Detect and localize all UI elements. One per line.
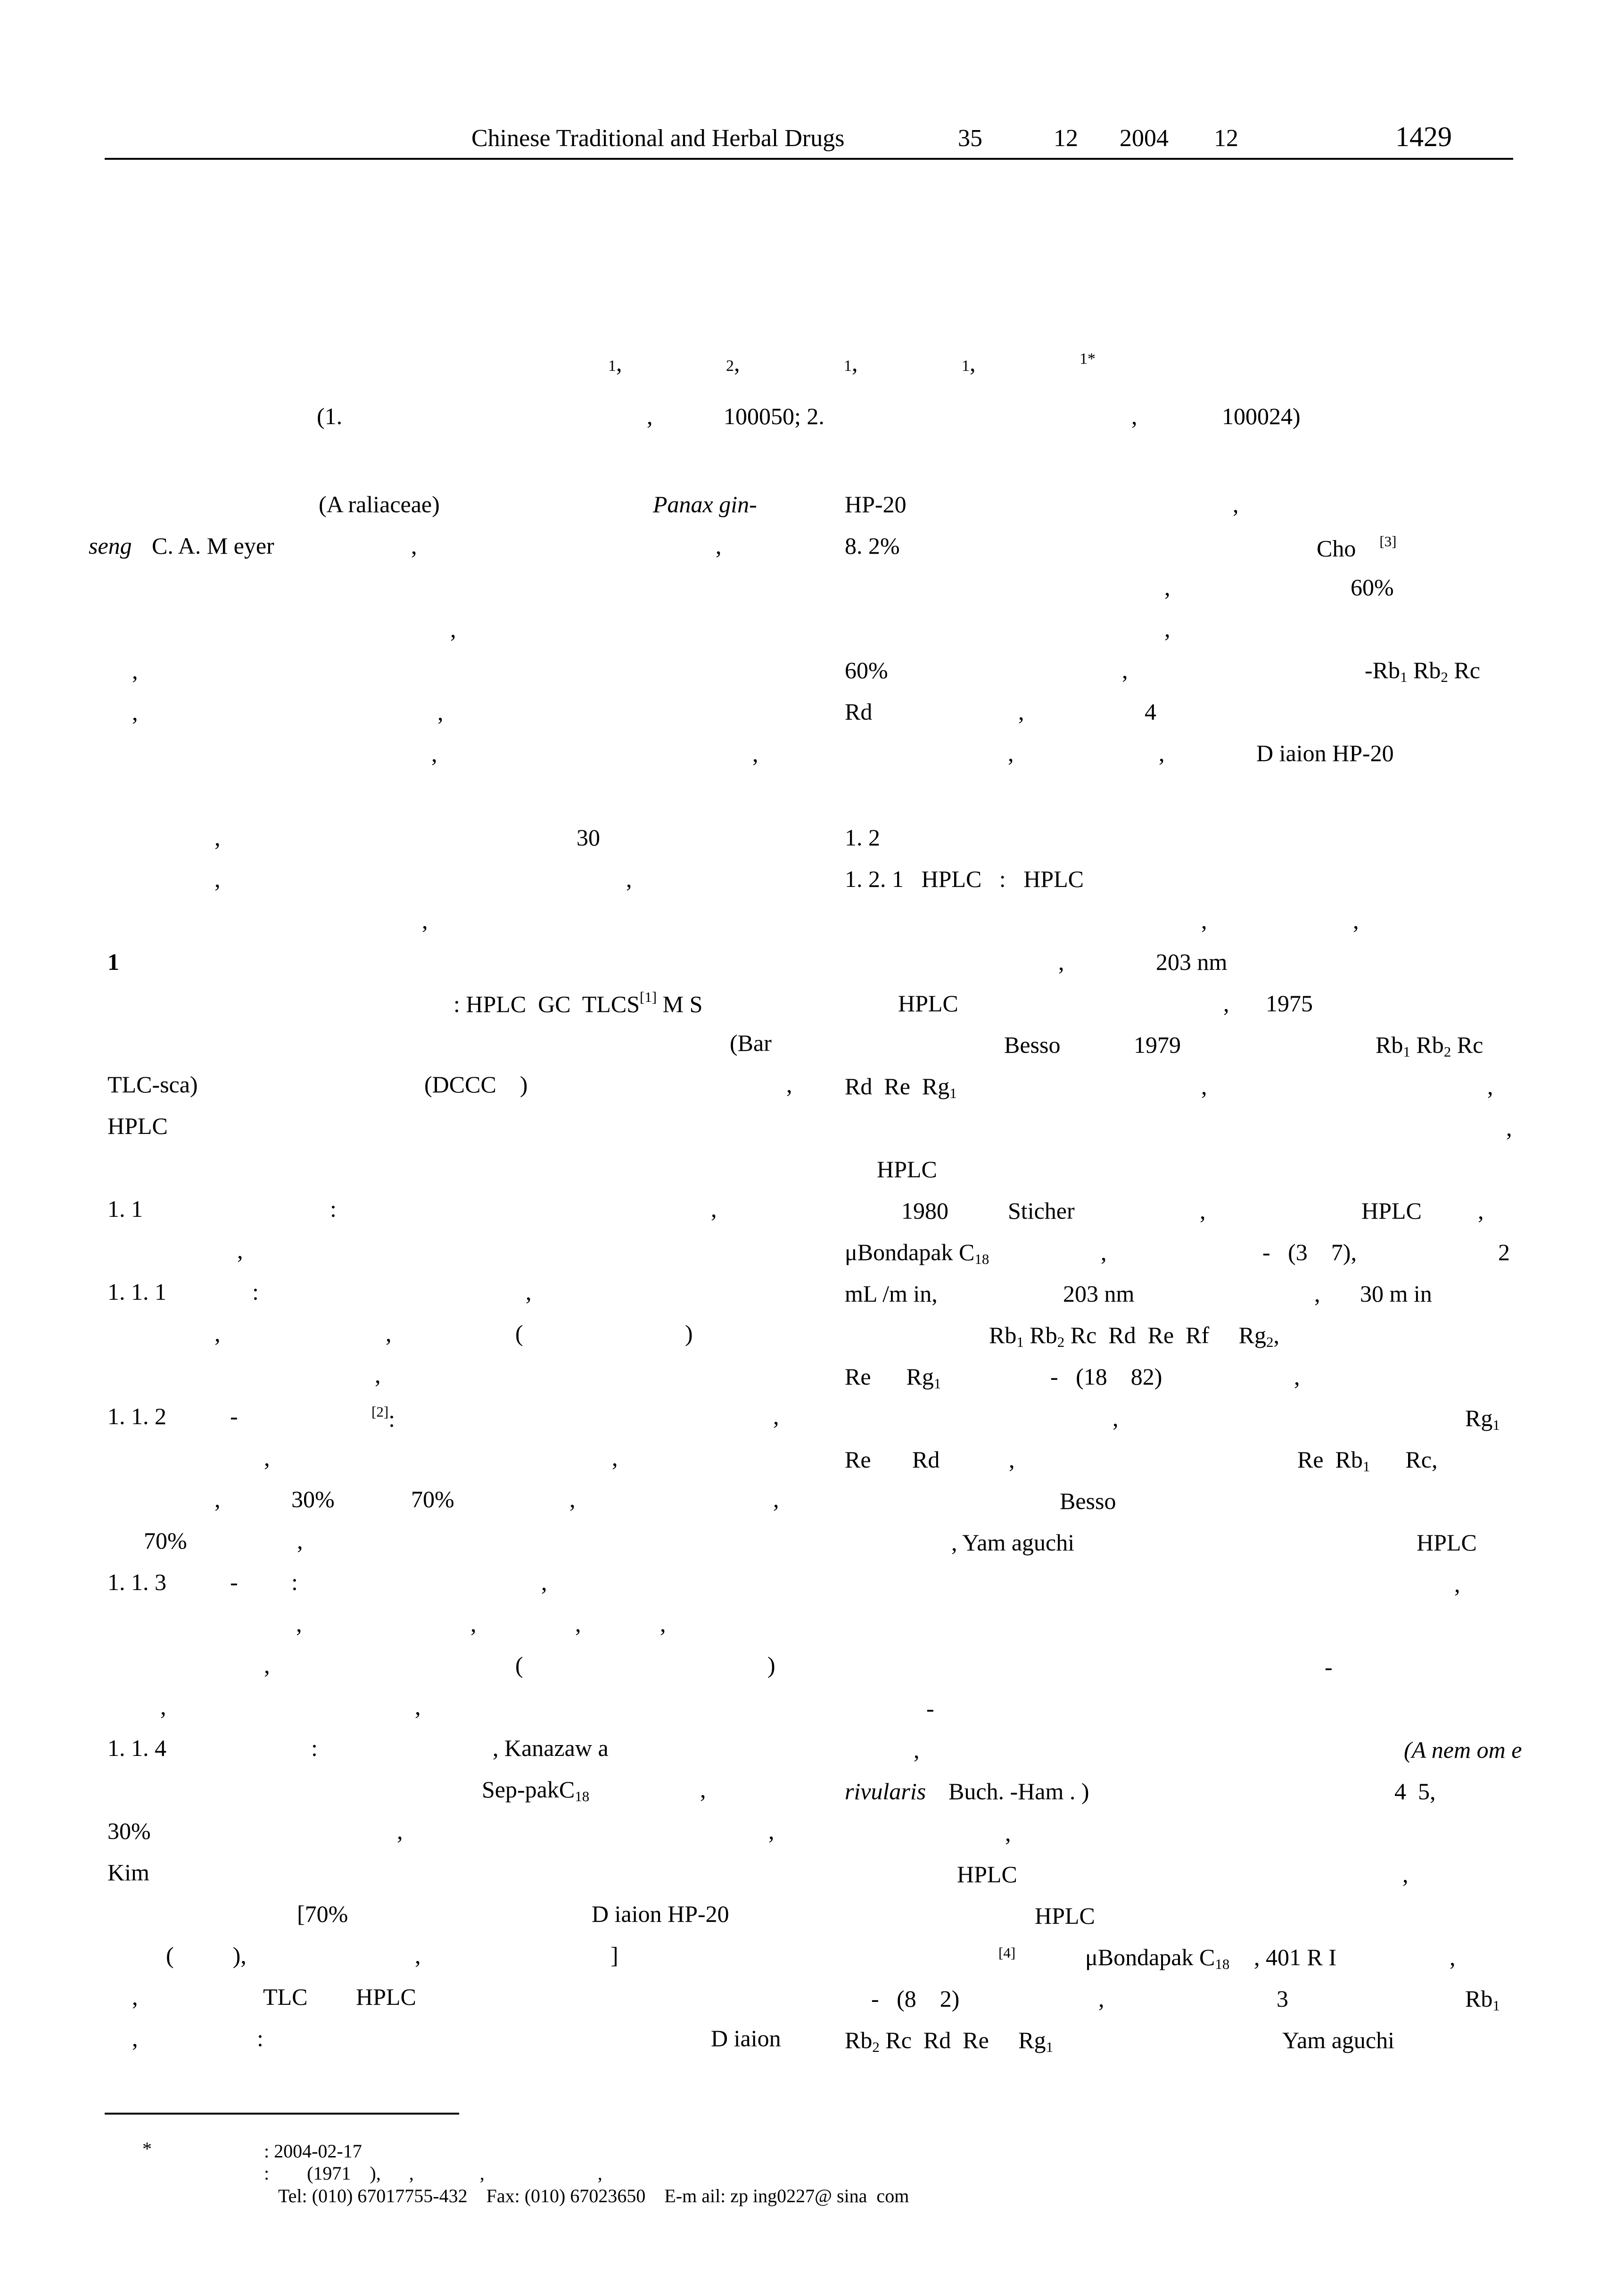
hplc-term-4: HPLC bbox=[877, 1156, 937, 1182]
ref-4: [4] bbox=[998, 1944, 1016, 1961]
comma: , bbox=[716, 533, 722, 559]
comma: , bbox=[1122, 657, 1128, 683]
comma: , bbox=[132, 657, 138, 684]
number-30: 30 bbox=[577, 824, 600, 851]
colon: : bbox=[311, 1735, 318, 1761]
ginsenoside-list-2: $Rb_1$ $Rb_2$ Rc bbox=[1376, 1032, 1483, 1060]
section-1-1-3: 1. 1. 3 bbox=[107, 1569, 166, 1595]
dash: - bbox=[230, 1403, 238, 1429]
colon: : bbox=[252, 1279, 259, 1305]
comma: , bbox=[1233, 491, 1239, 517]
comma: , bbox=[1164, 574, 1170, 600]
affiliation-zip-2: 100024) bbox=[1222, 403, 1301, 429]
affiliation-1: (1. bbox=[317, 403, 343, 429]
dccc-abbr: (DCCC ) bbox=[424, 1071, 528, 1098]
comma: , bbox=[1201, 1073, 1207, 1099]
comma: , bbox=[1018, 698, 1024, 725]
bracket: ( bbox=[515, 1320, 523, 1346]
comma: , bbox=[411, 533, 417, 559]
percent-30: 30% bbox=[291, 1486, 335, 1512]
author-mark-5: 1* bbox=[1080, 350, 1096, 368]
comma: , bbox=[132, 2025, 138, 2051]
cho-ref: Cho [3] bbox=[1317, 533, 1397, 562]
re-rd: Re Rd bbox=[845, 1446, 940, 1473]
comma: , bbox=[711, 1196, 717, 1222]
number-4: 4 bbox=[1145, 698, 1156, 725]
comma: , bbox=[214, 1320, 221, 1346]
comma: , bbox=[752, 740, 758, 767]
volume-number: 35 bbox=[958, 125, 982, 152]
comma: , bbox=[375, 1361, 381, 1388]
comma: , bbox=[1223, 990, 1229, 1017]
comma: , bbox=[660, 1610, 666, 1637]
colon: : bbox=[257, 2025, 264, 2051]
hplc-term-7: HPLC bbox=[957, 1861, 1017, 1887]
hp20-term: HP-20 bbox=[845, 491, 907, 517]
paren-group: ( ), bbox=[166, 1942, 247, 1968]
ratio-18-82: - (18 82) bbox=[1050, 1363, 1162, 1390]
wavelength-203-b: 203 nm bbox=[1063, 1280, 1135, 1307]
number-3: 3 bbox=[1277, 1985, 1288, 2012]
flow-rate: mL /m in, bbox=[845, 1280, 938, 1307]
comma: , bbox=[541, 1569, 547, 1595]
bracket: ( bbox=[515, 1652, 523, 1678]
section-1-1-1: 1. 1. 1 bbox=[107, 1279, 166, 1305]
comma: , bbox=[1487, 1073, 1493, 1099]
affiliation-comma-2: , bbox=[1131, 403, 1137, 429]
author-mark-3: 1, bbox=[844, 350, 858, 376]
comma: , bbox=[297, 1527, 303, 1554]
time-30min: 30 m in bbox=[1360, 1280, 1432, 1307]
comma: , bbox=[431, 740, 437, 767]
hplc-term: HPLC bbox=[107, 1113, 168, 1139]
received-date: : 2004-02-17 bbox=[264, 2140, 362, 2162]
comma: , bbox=[1159, 740, 1165, 766]
year: 2004 bbox=[1120, 125, 1169, 152]
contact-info: Tel: (010) 67017755-432 Fax: (010) 67023650 E-m ail: zp ing0227@ sina com bbox=[278, 2185, 909, 2206]
yamaguchi: , Yam aguchi bbox=[951, 1529, 1075, 1556]
family-name: (A raliaceae) bbox=[319, 491, 440, 517]
besso: Besso bbox=[1004, 1032, 1061, 1058]
section-1-heading: 1 bbox=[107, 949, 119, 975]
detector-401ri: , 401 R I bbox=[1254, 1944, 1336, 1970]
species-author: C. A. M eyer bbox=[152, 533, 274, 559]
comma: , bbox=[1478, 1197, 1484, 1224]
comma: , bbox=[1506, 1115, 1512, 1141]
dash: - bbox=[230, 1569, 238, 1595]
comma: , bbox=[1008, 740, 1014, 766]
tlc-term: TLC bbox=[263, 1984, 308, 2010]
species-name-2: seng bbox=[89, 533, 132, 559]
hplc-term-3: HPLC bbox=[898, 990, 958, 1017]
section-1-1: 1. 1 bbox=[107, 1196, 143, 1222]
bracket: ) bbox=[685, 1320, 693, 1346]
year-1980: 1980 bbox=[901, 1197, 948, 1224]
comma: , bbox=[132, 699, 138, 725]
section-1-2-1: 1. 2. 1 HPLC : HPLC bbox=[845, 866, 1084, 892]
comma: , bbox=[612, 1444, 618, 1471]
ginsenoside-list-4: $Rb_1$ $Rb_2$ Rc Rd Re Rf $Rg_2$, bbox=[989, 1322, 1280, 1350]
percent-70-b: 70% bbox=[144, 1527, 187, 1554]
comma: , bbox=[1450, 1944, 1456, 1970]
footnote-star: * bbox=[142, 2138, 152, 2159]
comma: , bbox=[786, 1071, 792, 1098]
comma: , bbox=[1201, 907, 1207, 934]
ratio-3-7: - (3 7), bbox=[1262, 1239, 1357, 1265]
year-1975: 1975 bbox=[1266, 990, 1313, 1017]
bracket-70: [70% bbox=[297, 1901, 348, 1927]
ref-2: [2]: bbox=[371, 1403, 396, 1432]
ginsenoside-list-3: Rd Re $Rg_1$ bbox=[845, 1073, 957, 1101]
sticher: Sticher bbox=[1008, 1197, 1075, 1224]
author-mark-4: 1, bbox=[962, 350, 976, 376]
comma: , bbox=[1353, 907, 1359, 934]
page-number: 1429 bbox=[1395, 121, 1452, 152]
author-bio: : (1971 ), , , , bbox=[264, 2163, 602, 2184]
comma: , bbox=[237, 1237, 243, 1263]
header-rule bbox=[105, 158, 1513, 160]
hplc-term-6: HPLC bbox=[1417, 1529, 1477, 1556]
percent-70: 70% bbox=[411, 1486, 454, 1512]
column-bondapak: μBondapak $C_{18}$ bbox=[845, 1239, 989, 1267]
section-1-1-4: 1. 1. 4 bbox=[107, 1735, 166, 1761]
percent-60: 60% bbox=[1351, 574, 1394, 600]
affiliation-comma-1: , bbox=[647, 403, 653, 429]
comma: , bbox=[132, 1984, 138, 2010]
comma: , bbox=[415, 1693, 421, 1720]
wavelength-203: 203 nm bbox=[1156, 949, 1228, 975]
affiliation-zip-1: 100050; 2. bbox=[724, 403, 824, 429]
colon: : bbox=[330, 1196, 337, 1222]
diaion-hp20-b: D iaion HP-20 bbox=[1256, 740, 1394, 766]
rivularis: rivularis bbox=[845, 1778, 926, 1804]
re-rg1: Re $Rg_1$ bbox=[845, 1363, 941, 1392]
comma: , bbox=[526, 1279, 532, 1305]
tlc-scan: TLC-sca) bbox=[107, 1071, 198, 1098]
diaion-2: D iaion bbox=[711, 2025, 781, 2051]
author-mark-1: 1, bbox=[608, 350, 622, 376]
comma: , bbox=[415, 1942, 421, 1968]
comma: , bbox=[569, 1486, 576, 1512]
dash-4: - bbox=[926, 1695, 934, 1722]
comma: , bbox=[264, 1652, 270, 1678]
rb1-end: $Rb_1$ bbox=[1465, 1985, 1500, 2014]
comma: , bbox=[1200, 1197, 1206, 1224]
author-mark-2: 2, bbox=[726, 350, 740, 376]
yamaguchi-2: Yam aguchi bbox=[1282, 2027, 1394, 2053]
number-2: 2 bbox=[1498, 1239, 1510, 1265]
comma: , bbox=[768, 1818, 775, 1844]
percent-60-b: 60% bbox=[845, 657, 888, 683]
comma: , bbox=[575, 1610, 581, 1637]
percent-30-b: 30% bbox=[107, 1818, 151, 1844]
comma: , bbox=[437, 699, 444, 725]
ratio-8-2: - (8 2) bbox=[871, 1985, 960, 2012]
percent-82: 8. 2% bbox=[845, 533, 900, 559]
comma: , bbox=[1101, 1239, 1107, 1265]
re-rb1-rc: Re $Rb_1$ Rc, bbox=[1297, 1446, 1438, 1475]
number-4-5: 4 5, bbox=[1394, 1778, 1436, 1804]
bar-abbr: (Bar bbox=[730, 1030, 772, 1056]
comma: , bbox=[626, 866, 632, 892]
bracket: ) bbox=[767, 1652, 775, 1678]
comma: , bbox=[1164, 615, 1170, 642]
comma: , bbox=[773, 1403, 779, 1429]
comma: , bbox=[1113, 1405, 1119, 1431]
comma: , bbox=[214, 1486, 221, 1512]
comma: , bbox=[386, 1320, 392, 1346]
comma: , bbox=[1294, 1363, 1300, 1390]
anemone: (A nem om e bbox=[1404, 1737, 1522, 1763]
dash-3: - bbox=[1325, 1654, 1333, 1680]
rg1-term: $Rg_1$ bbox=[1465, 1405, 1500, 1433]
comma: , bbox=[1009, 1446, 1015, 1473]
comma: , bbox=[264, 1444, 270, 1471]
ginsenoside-list-5: $Rb_2$ Rc Rd Re $Rg_1$ bbox=[845, 2027, 1054, 2055]
comma: , bbox=[397, 1818, 403, 1844]
comma: , bbox=[1098, 1985, 1104, 2012]
month: 12 bbox=[1214, 125, 1238, 152]
hplc-term-2: HPLC bbox=[356, 1984, 416, 2010]
comma: , bbox=[1402, 1861, 1409, 1887]
besso-2: Besso bbox=[1060, 1488, 1116, 1514]
comma: , bbox=[450, 616, 456, 642]
footnote-rule bbox=[105, 2113, 459, 2115]
species-name-1: Panax gin- bbox=[653, 491, 757, 517]
year-1979: 1979 bbox=[1134, 1032, 1181, 1058]
bracket-close: ] bbox=[610, 1942, 618, 1968]
comma: , bbox=[1314, 1280, 1320, 1307]
journal-title: Chinese Traditional and Herbal Drugs bbox=[471, 125, 845, 152]
buch-ham: Buch. -Ham . ) bbox=[948, 1778, 1089, 1804]
comma: , bbox=[214, 824, 221, 851]
diaion-hp20: D iaion HP-20 bbox=[592, 1901, 729, 1927]
ginsenoside-list-1: $-Rb_1$ $Rb_2$ Rc bbox=[1365, 657, 1480, 685]
comma: , bbox=[1058, 949, 1064, 975]
methods-list: : HPLC GC TLCS[1] M S bbox=[453, 989, 703, 1017]
rd-term: Rd bbox=[845, 698, 873, 725]
comma: , bbox=[914, 1737, 920, 1763]
comma: , bbox=[296, 1610, 302, 1637]
hplc-term-8: HPLC bbox=[1035, 1902, 1095, 1929]
comma: , bbox=[160, 1693, 166, 1720]
section-1-2: 1. 2 bbox=[845, 824, 880, 851]
section-1-1-2: 1. 1. 2 bbox=[107, 1403, 166, 1429]
comma: , bbox=[773, 1486, 779, 1512]
comma: , bbox=[214, 866, 221, 892]
comma: , bbox=[470, 1610, 477, 1637]
kanazawa: , Kanazaw a bbox=[493, 1735, 609, 1761]
kim: Kim bbox=[107, 1859, 149, 1886]
column-bondapak-2: μBondapak $C_{18}$ bbox=[1085, 1944, 1230, 1972]
comma: , bbox=[1454, 1571, 1460, 1597]
comma: , bbox=[422, 907, 428, 934]
comma: , bbox=[700, 1776, 706, 1803]
hplc-term-5: HPLC bbox=[1361, 1197, 1422, 1224]
seppak: Sep-pakC$_{18}$ bbox=[482, 1776, 590, 1804]
issue-number: 12 bbox=[1054, 125, 1078, 152]
comma: , bbox=[1005, 1820, 1011, 1846]
colon: : bbox=[291, 1569, 298, 1595]
